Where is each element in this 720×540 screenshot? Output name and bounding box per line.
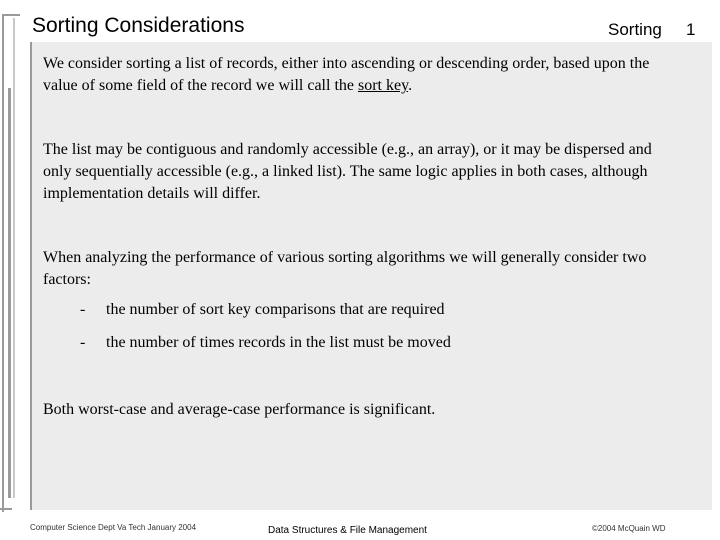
- paragraph-intro: [43, 53, 683, 97]
- paragraph-intro-end: .: [408, 77, 413, 94]
- bullet-moves: the number of times records in the list must be moved: [106, 334, 451, 351]
- paragraph-conclusion: Both worst-case and average-case performance is significant.: [43, 401, 436, 418]
- bullet-comparisons: the number of sort key comparisons that are required: [106, 301, 445, 318]
- slide-title: Sorting Considerations: [32, 14, 245, 37]
- frame-line: [0, 508, 12, 510]
- bullet-marker: -: [80, 334, 86, 351]
- sort-key-term: sort key: [358, 77, 409, 94]
- footer-affiliation: Computer Science Dept Va Tech January 2004: [30, 523, 197, 532]
- bullet-marker: -: [80, 301, 86, 318]
- paragraph-list-types: The list may be contiguous and randomly accessible (e.g., an array), or it may be dispersed and only sequentially accessible (e.g., a linked list). The same logic applies in both cases, although implementation details will differ.: [43, 141, 652, 202]
- frame-line: [2, 14, 4, 512]
- footer-copyright: ©2004 McQuain WD: [592, 524, 666, 533]
- frame-line: [2, 14, 20, 16]
- frame-line: [13, 18, 15, 498]
- page-number: 1: [686, 20, 696, 39]
- frame-line: [8, 88, 11, 498]
- footer-course: Data Structures & File Management: [268, 525, 427, 536]
- paragraph-intro-text: We consider sorting a list of records, either into ascending or descending order, based upon the value of some field of the record we will call the: [43, 55, 650, 94]
- paragraph-performance: When analyzing the performance of various sorting algorithms we will generally consider two factors:: [43, 249, 647, 288]
- slide-topic: Sorting: [608, 20, 662, 39]
